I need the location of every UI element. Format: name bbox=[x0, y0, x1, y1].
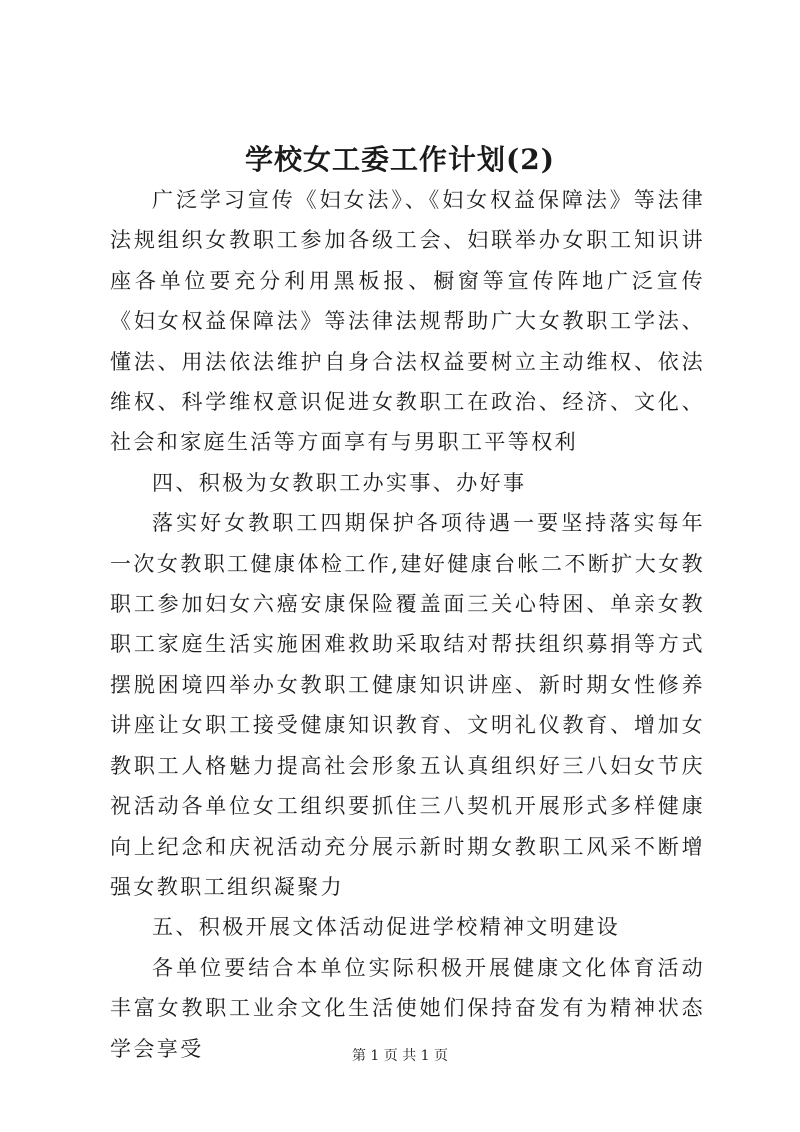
paragraph-2: 落实好女教职工四期保护各项待遇一要坚持落实每年一次女教职工健康体检工作,建好健康台帐二不断扩大女教职工参加妇女六癌安康保险覆盖面三关心特困、单亲女教职工家庭生活实施困难救助采取结对帮扶组织募捐等方式摆脱困境四举办女教职工健康知识讲座、新时期女性修养讲座让女职工接受健康知识教育、文明礼仪教育、增加女教职工人格魅力提高社会形象五认真组织好三八妇女节庆祝活动各单位女工组织要抓住三八契机开展形式多样健康向上纪念和庆祝活动充分展示新时期女教职工风采不断增强女教职工组织凝聚力 bbox=[110, 511, 705, 899]
document-title: 学校女工委工作计划(2) bbox=[245, 143, 555, 176]
page-number-footer: 第 1 页 共 1 页 bbox=[351, 1048, 449, 1064]
section-heading-4: 四、积极为女教职工办实事、办好事 bbox=[152, 470, 527, 495]
paragraph-1: 广泛学习宣传《妇女法》、《妇女权益保障法》等法律法规组织女教职工参加各级工会、妇联举办女职工知识讲座各单位要充分利用黑板报、橱窗等宣传阵地广泛宣传《妇女权益保障法》等法律法规帮助广大女教职工学法、懂法、用法依法维护自身合法权益要树立主动维权、依法维权、科学维权意识促进女教职工在政治、经济、文化、社会和家庭生活等方面享有与男职工平等权利 bbox=[110, 188, 705, 455]
document-body bbox=[110, 180, 705, 1069]
paragraph-3: 各单位要结合本单位实际积极开展健康文化体育活动丰富女教职工业余文化生活使她们保持奋发有为精神状态学会享受 bbox=[110, 955, 705, 1061]
section-heading-5: 五、积极开展文体活动促进学校精神文明建设 bbox=[152, 915, 620, 940]
